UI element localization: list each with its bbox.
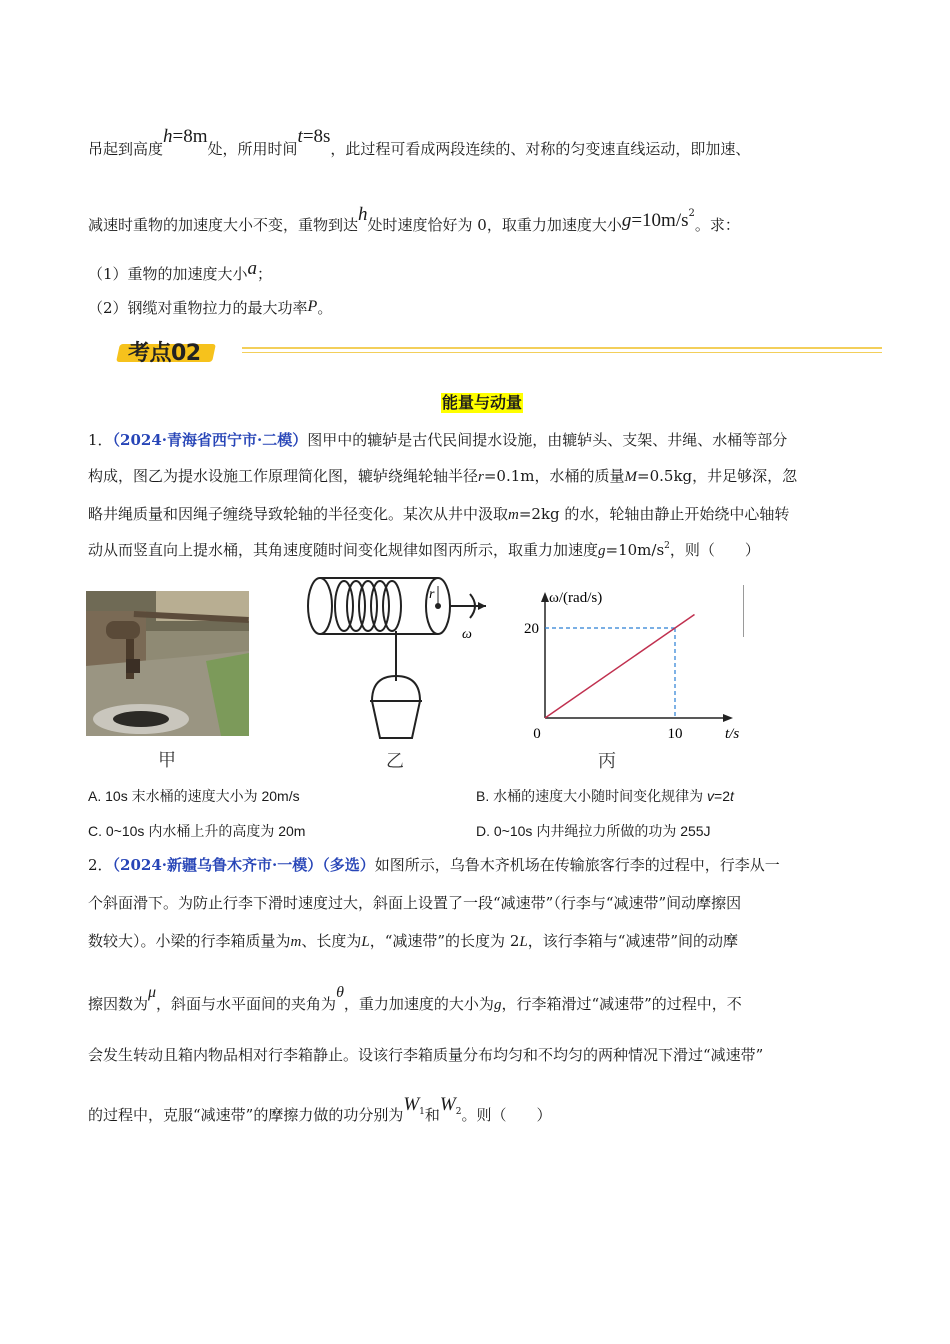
option-c[interactable]: C. 0~10s 内水桶上升的高度为 20m	[88, 823, 306, 839]
var-v: v	[707, 788, 715, 804]
option-d[interactable]: D. 0~10s 内井绳拉力所做的功为 255J	[476, 823, 711, 839]
caption-bing: 丙	[598, 751, 616, 772]
text: 减速时重物的加速度大小不变，重物到达	[88, 216, 359, 234]
text: 和	[424, 1106, 440, 1124]
text: 。求：	[694, 216, 740, 234]
var-W1: W	[403, 1094, 420, 1115]
text: =0.5kg，井足够深，忽	[637, 467, 798, 485]
problem-number: 2．	[88, 856, 113, 874]
var-m: m	[290, 934, 302, 950]
option-b[interactable]	[476, 786, 734, 806]
problem-source: （2024·青海省西宁市·二模）	[112, 431, 308, 449]
p1-line-4	[88, 540, 760, 563]
p2-line-1	[88, 855, 780, 875]
text: 的过程中，克服“减速带”的摩擦力做的功分别为	[88, 1106, 404, 1124]
text: ，则（ ）	[669, 541, 760, 559]
text: 略井绳质量和因绳子缠绕导致轮轴的半径变化。某次从井中汲取	[88, 505, 509, 523]
var-t: t	[729, 788, 734, 804]
exam-point-badge	[118, 336, 216, 364]
subscript: 1	[419, 1107, 425, 1117]
text: ；	[257, 265, 273, 283]
p2-line-5: 会发生转动且箱内物品相对行李箱静止。设该行李箱质量分布均匀和不均匀的两种情况下滑过“减速带”	[88, 1046, 764, 1064]
text: ，重力加速度的大小为	[343, 995, 494, 1013]
y-axis-label: ω/(rad/s)	[549, 590, 603, 606]
text: B. 水桶的速度大小随时间变化规律为	[476, 788, 708, 804]
text: =2kg 的水，轮轴由静止开始绕中心轴转	[518, 505, 790, 523]
text: （2）钢缆对重物拉力的最大功率	[88, 299, 308, 317]
var-m: m	[508, 507, 519, 523]
value-t: =8s	[302, 126, 331, 147]
problem-number: 1．	[88, 431, 113, 449]
y-axis-arrow	[541, 592, 549, 602]
series-line	[545, 615, 695, 719]
var-a: a	[247, 258, 258, 279]
divider-line	[242, 347, 882, 349]
var-L: L	[361, 934, 370, 950]
p2-line-2: 个斜面滑下。为防止行李下滑时速度过大，斜面上设置了一段“减速带”（行李与“减速带”间动摩擦因	[88, 894, 742, 912]
var-W2: W	[439, 1094, 456, 1115]
var-h: h	[163, 126, 173, 147]
text: 如图所示，乌鲁木齐机场在传输旅客行李的过程中，行李从一	[374, 856, 780, 874]
windlass-diagram	[300, 576, 495, 751]
p2-line-4	[88, 984, 742, 1015]
text: ，该行李箱与“减速带”间的动摩	[527, 932, 739, 950]
var-t: t	[297, 126, 303, 147]
omega-time-chart	[505, 578, 765, 748]
text: 动从而竖直向上提水桶，其角速度随时间变化规律如图丙所示，取重力加速度	[88, 541, 599, 559]
text: ，此过程可看成两段连续的、对称的匀变速直线运动，即加速、	[330, 140, 751, 158]
question-1	[88, 258, 273, 284]
section-title: 能量与动量	[442, 393, 523, 412]
caption-jia: 甲	[158, 750, 176, 771]
text: 吊起到高度	[88, 140, 164, 158]
superscript: 2	[664, 541, 670, 551]
option-a[interactable]: A. 10s 末水桶的速度大小为 20m/s	[88, 788, 300, 804]
p1-line-2	[88, 466, 797, 487]
y-tick-label: 20	[524, 621, 539, 637]
var-p: P	[307, 298, 318, 315]
var-L: L	[519, 934, 528, 950]
x-tick-label: 10	[667, 726, 683, 742]
text: 处时速度恰好为 0，取重力加速度大小	[367, 216, 622, 234]
text: =0.1m，水桶的质量	[483, 467, 625, 485]
text: 。则（ ）	[461, 1106, 552, 1124]
x-axis-arrow	[723, 714, 733, 722]
badge-label: 考点02	[128, 341, 201, 366]
p1-line-3	[88, 504, 789, 525]
text: 。	[317, 299, 333, 317]
problem-source: （2024·新疆乌鲁木齐市·一模）（多选）	[112, 856, 375, 874]
var-h: h	[358, 204, 368, 225]
var-r: r	[478, 469, 484, 485]
text: 、长度为	[301, 932, 362, 950]
text: =2	[714, 788, 730, 804]
question-2	[88, 298, 332, 319]
subscript: 2	[455, 1107, 462, 1117]
var-g: g	[621, 210, 632, 231]
p1-line-1	[88, 430, 787, 450]
text: 图甲中的辘轳是古代民间提水设施，由辘轳头、支架、井绳、水桶等部分	[307, 431, 788, 449]
superscript: 2	[688, 208, 695, 219]
label-r: r	[429, 587, 435, 602]
text: （1）重物的加速度大小	[88, 265, 248, 283]
text: ，“减速带”的长度为 2	[369, 932, 520, 950]
text: 构成，图乙为提水设施工作原理简化图，辘轳绕绳轮轴半径	[88, 467, 479, 485]
divider-line	[242, 352, 882, 353]
vertical-rule	[743, 585, 744, 637]
var-M: M	[624, 469, 638, 485]
intro-line-2	[88, 204, 740, 238]
intro-line-1	[88, 126, 751, 159]
text: 处，所用时间	[207, 140, 298, 158]
text: 数较大）。小梁的行李箱质量为	[88, 932, 291, 950]
label-omega: ω	[462, 627, 472, 642]
text: ，行李箱滑过“减速带”的过程中，不	[501, 995, 742, 1013]
p2-line-3	[88, 931, 738, 952]
x-axis-label: t/s	[725, 726, 740, 742]
var-g: g	[493, 997, 502, 1013]
text: ，斜面与水平面间的夹角为	[156, 995, 337, 1013]
caption-yi: 乙	[386, 751, 404, 772]
var-theta: θ	[336, 984, 344, 1001]
origin-tick-label: 0	[533, 726, 541, 742]
value-g: =10m/s	[631, 210, 689, 231]
text: 擦因数为	[88, 995, 149, 1013]
p2-line-6	[88, 1094, 552, 1128]
text: =10m/s	[605, 541, 665, 559]
var-g: g	[598, 543, 606, 559]
windlass-photo	[86, 591, 249, 736]
var-mu: μ	[148, 984, 157, 1001]
value-h: =8m	[172, 126, 208, 147]
